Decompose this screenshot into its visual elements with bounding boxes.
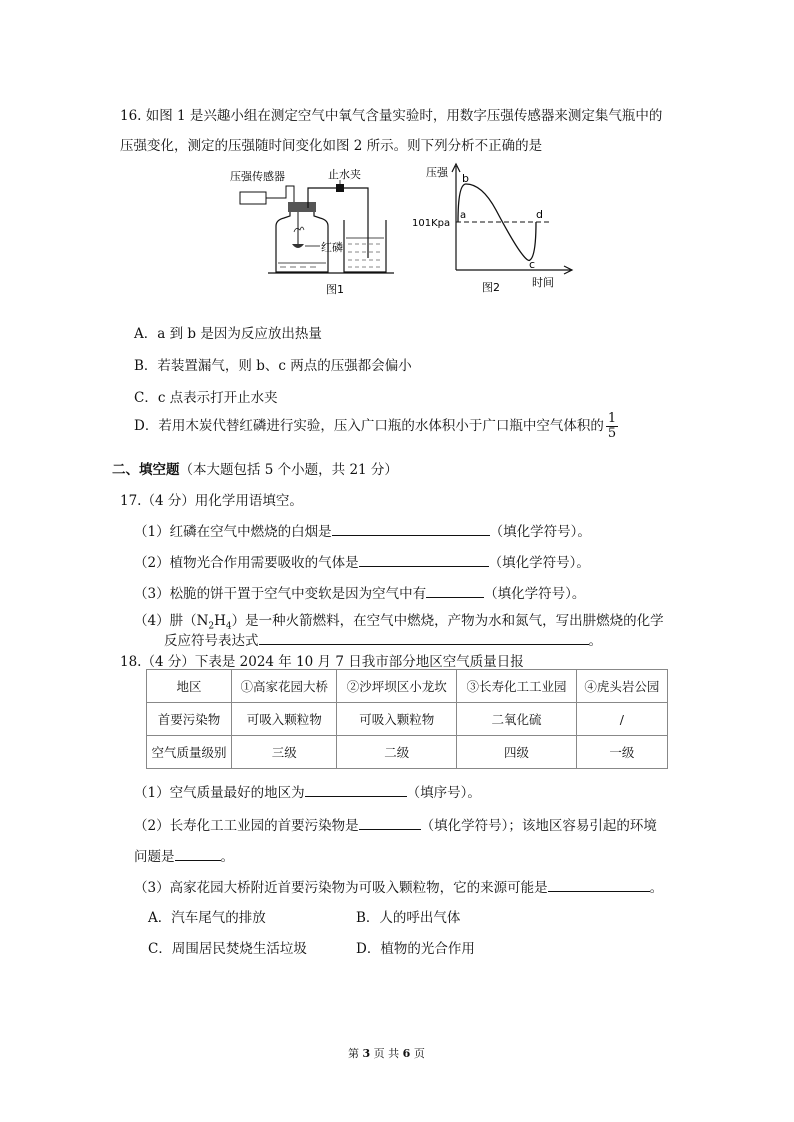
page-total: 6 [402, 1047, 411, 1060]
q17-sub4: （4）肼$(N_2H_4)$是一种火箭燃料，在空气中燃烧，产物为水和氮气，写出肼燃烧的化学 [134, 613, 664, 632]
table-cell: 二级 [337, 736, 457, 769]
section-2-heading [112, 458, 398, 478]
table-cell: 四级 [457, 736, 577, 769]
sensor-box [240, 192, 266, 204]
water-clamp [336, 184, 344, 192]
fraction-one-fifth: $\frac{1}{5}$ [607, 411, 617, 441]
table-header-cell: ①高家花园大桥 [232, 670, 337, 703]
q17-sub1: （1）红磷在空气中燃烧的白烟是 （填化学符号）。 [134, 520, 591, 540]
gas-bottle [276, 208, 328, 272]
table-cell: 二氧化硫 [457, 703, 577, 736]
q18-blank-2[interactable] [359, 815, 421, 830]
q16-option-d-text: D．若用木炭代替红磷进行实验，压入广口瓶的水体积小于广口瓶中空气体积的 [134, 418, 604, 434]
q18-sub1: （1）空气质量最好的地区为 （填序号）。 [134, 781, 481, 801]
q17-blank-4[interactable] [259, 630, 589, 645]
q17-sub3: （3）松脆的饼干置于空气中变软是因为空气中有 （填化学符号）。 [134, 582, 585, 602]
point-c: c [529, 258, 536, 271]
table-cell: 首要污染物 [147, 703, 232, 736]
table-cell: / [576, 703, 667, 736]
table-row [147, 703, 668, 736]
y-axis-label: 压强 [426, 166, 448, 179]
q17-blank-2[interactable] [359, 552, 489, 567]
beaker [344, 220, 386, 272]
table-cell: 三级 [232, 736, 337, 769]
q18-blank-1[interactable] [305, 782, 407, 797]
q17-stem: 17.（4 分）用化学用语填空。 [120, 493, 303, 509]
q18-option-d: D．植物的光合作用 [356, 941, 475, 957]
phosphorus-label: 红磷 [321, 241, 343, 254]
clamp-label: 止水夹 [328, 168, 361, 181]
q17-blank-3[interactable] [426, 583, 484, 598]
reference-label: 101Kpa [412, 218, 451, 229]
table-row [147, 736, 668, 769]
q18-sub3: （3）高家花园大桥附近首要污染物为可吸入颗粒物，它的来源可能是 。 [134, 876, 663, 896]
table-cell: 可吸入颗粒物 [232, 703, 337, 736]
figure-2-caption: 图2 [482, 281, 500, 294]
table-cell: 可吸入颗粒物 [337, 703, 457, 736]
q18-stem: 18.（4 分）下表是 2024 年 10 月 7 日我市部分地区空气质量日报 [120, 654, 524, 670]
q17-sub4-line2: 反应符号表达式 。 [164, 629, 602, 649]
table-header-cell: ②沙坪坝区小龙坎 [337, 670, 457, 703]
point-a: a [460, 210, 467, 221]
table-cell: 空气质量级别 [147, 736, 232, 769]
q17-sub2: （2）植物光合作用需要吸收的气体是 （填化学符号）。 [134, 551, 590, 571]
q16-line1: 16. 如图 1 是兴趣小组在测定空气中氧气含量实验时，用数字压强传感器来测定集气瓶中的 [120, 108, 663, 124]
point-d: d [536, 208, 543, 221]
table-header-cell: ③长寿化工工业园 [457, 670, 577, 703]
q18-sub2: （2）长寿化工工业园的首要污染物是 （填化学符号）；该地区容易引起的环境 [134, 814, 657, 834]
q18-blank-3[interactable] [175, 846, 221, 861]
q16-line2: 压强变化，测定的压强随时间变化如图 2 所示。则下列分析不正确的是 [120, 138, 543, 154]
point-b: b [462, 172, 469, 185]
q16-option-a: A．a 到 b 是因为反应放出热量 [134, 326, 322, 342]
q16-option-b: B．若装置漏气，则 b、c 两点的压强都会偏小 [134, 358, 412, 374]
q18-blank-4[interactable] [548, 877, 650, 892]
section-2-title: 二、填空题 [112, 462, 180, 478]
q16-option-c: C．c 点表示打开止水夹 [134, 390, 278, 406]
q18-option-c: C．周围居民焚烧生活垃圾 [148, 941, 307, 957]
table-header-cell: ④虎头岩公园 [576, 670, 667, 703]
figure-2-pressure-graph [412, 160, 582, 300]
figure-1-caption: 图1 [326, 283, 344, 296]
q16-option-d [134, 412, 618, 441]
section-2-note: （本大题包括 5 个小题，共 21 分） [179, 462, 398, 478]
q18-option-b: B．人的呼出气体 [356, 910, 461, 926]
q17-blank-1[interactable] [332, 521, 490, 536]
table-cell: 一级 [576, 736, 667, 769]
stopper [288, 202, 316, 212]
page-number: 3 [362, 1047, 371, 1060]
q18-option-a: A．汽车尾气的排放 [148, 910, 266, 926]
sensor-label: 压强传感器 [230, 170, 285, 183]
table-header-cell: 地区 [147, 670, 232, 703]
page-footer: 第 3 页 共 6 页 [348, 1047, 425, 1060]
q18-sub2-line2: 问题是 。 [134, 845, 234, 865]
table-row-header [147, 670, 668, 703]
figure-1-apparatus [228, 160, 398, 300]
air-quality-table [146, 669, 668, 769]
x-axis-label: 时间 [532, 276, 554, 289]
